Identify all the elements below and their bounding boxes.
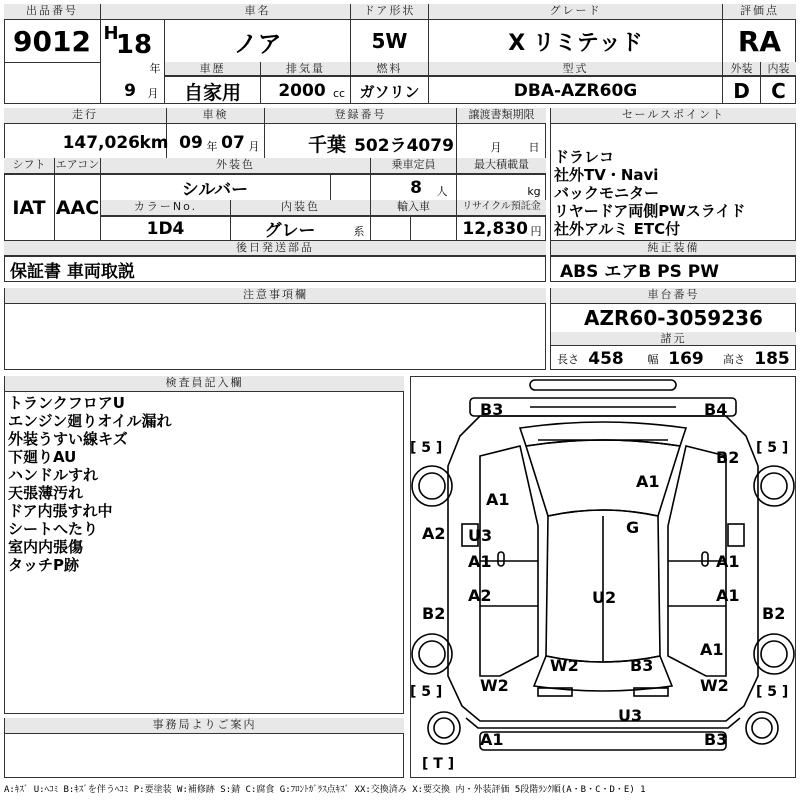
color-number: 1D4 — [146, 218, 185, 239]
mileage: 147,026 — [62, 133, 140, 153]
import-header: 輸入車 — [371, 200, 456, 216]
wheel-rr — [754, 634, 794, 674]
mileage-header: 走行 — [4, 108, 166, 124]
model-code-header: 型式 — [429, 62, 722, 76]
max-load-header: 最大積載量 — [457, 158, 546, 174]
genuine-equipment: ABS エアB PS PW — [560, 262, 719, 282]
damage-a1-right-rear: A1 — [700, 640, 724, 659]
reg-year: 18 — [115, 30, 153, 60]
sales-point-item: バックモニター — [554, 184, 660, 202]
chassis-header: 車台番号 — [551, 288, 796, 304]
sales-point-item: 社外TV・Navi — [554, 166, 659, 184]
inspector-note-item: 室内内張傷 — [8, 538, 84, 556]
vehicle-history: 自家用 — [183, 81, 241, 104]
chassis-number: AZR60-3059236 — [584, 306, 763, 330]
int-header: 内装 — [761, 62, 796, 76]
inspector-note-item: 天張薄汚れ — [8, 484, 84, 502]
height-label: 高さ — [723, 353, 745, 366]
genuine-header: 純正装備 — [551, 241, 796, 256]
office-header: 事務局よりご案内 — [5, 718, 404, 734]
damage-a2-left-side: A2 — [422, 524, 446, 543]
reg-month: 9 — [124, 81, 136, 101]
transfer-header: 譲渡書類期限 — [457, 108, 546, 124]
fuel-type: ガソリン — [359, 82, 420, 101]
inspector-note-item: エンジン廻りオイル漏れ — [8, 412, 172, 430]
inspector-note-item: タッチP跡 — [8, 556, 79, 574]
damage-a1-right-rear-door: A1 — [716, 586, 740, 605]
damage-a2-left-rear-door: A2 — [468, 586, 492, 605]
damage-w2-left-rear: W2 — [480, 676, 509, 695]
hood — [520, 422, 686, 446]
displacement-header: 排気量 — [261, 62, 350, 76]
spare-wheel — [428, 712, 460, 744]
recycle-unit: 円 — [530, 225, 542, 238]
history-header: 車歴 — [165, 62, 260, 76]
inspection-year: 09 — [179, 133, 203, 153]
score-header: 評価点 — [723, 4, 796, 20]
damage-u3-left-door: U3 — [468, 526, 493, 545]
damage-a1-right-door: A1 — [716, 552, 740, 571]
caution-header: 注意事項欄 — [5, 288, 546, 304]
era: H — [103, 22, 119, 44]
damage-u2-roof: U2 — [592, 588, 617, 607]
shift-header: シフト — [4, 158, 54, 174]
damage-w2-right-rear: W2 — [700, 676, 729, 695]
width-value: 169 — [668, 349, 704, 369]
inspector-note-item: 外装うすい線キズ — [8, 430, 128, 448]
wheel-rf — [754, 466, 794, 506]
door-header: ドア形状 — [351, 4, 428, 20]
capacity: 8 — [410, 177, 422, 198]
recycle-header: リサイクル預託金 — [457, 200, 546, 216]
month-unit: 月 — [147, 87, 159, 100]
damage-a1-rear-bumper-left: A1 — [480, 730, 504, 749]
inspector-note-item: ドア内張すれ中 — [8, 502, 113, 520]
car-diagram — [410, 376, 796, 778]
auction-score: RA — [737, 24, 782, 58]
inspector-notes-list — [8, 394, 398, 574]
right-mirror — [728, 524, 744, 546]
later-parts-header: 後日発送部品 — [4, 241, 546, 256]
transfer-month: 月 — [490, 141, 502, 154]
damage-u3-rear-bumper: U3 — [618, 706, 643, 725]
height-value: 185 — [754, 349, 790, 369]
exterior-score: D — [733, 79, 750, 103]
wheel-lr — [412, 634, 452, 674]
grade-header: グレード — [429, 4, 722, 20]
reg-no-header: 登録番号 — [265, 108, 456, 124]
damage-a1-hood: A1 — [636, 472, 660, 491]
door-type: 5W — [371, 29, 408, 53]
year-unit: 年 — [149, 62, 161, 75]
inspector-note-item: トランクフロアU — [8, 394, 125, 412]
km-unit: km — [139, 133, 169, 153]
damage-a1-left-fender: A1 — [486, 490, 510, 509]
damage-g-windshield: G — [626, 518, 640, 537]
inspection-header: 車検 — [167, 108, 264, 124]
lot-no-header: 出品番号 — [4, 4, 100, 20]
car-name: ノア — [233, 29, 282, 58]
sales-point-item: リヤードア両側PWスライド — [554, 202, 746, 220]
inspector-header: 検査員記入欄 — [5, 376, 404, 392]
lot-number: 9012 — [13, 24, 91, 58]
exterior-color: シルバー — [181, 180, 249, 200]
displacement: 2000 — [278, 81, 326, 101]
int-color-unit: 系 — [353, 225, 365, 238]
color-no-header: カラーNo. — [101, 200, 230, 216]
length-label: 長さ — [557, 353, 579, 366]
damage-b4-front-right: B4 — [704, 400, 728, 419]
grade: X リミテッド — [508, 30, 643, 56]
sales-point-item: ドラレコ — [554, 148, 615, 166]
spare-tire: [ T ] — [422, 756, 455, 772]
damage-b3-front-left: B3 — [480, 400, 504, 419]
damage-a1-left-door: A1 — [468, 552, 492, 571]
damage-b3-rear-bumper-right: B3 — [704, 730, 728, 749]
inspector-note-item: 下廻りAU — [8, 448, 77, 466]
int-color-header: 内装色 — [231, 200, 370, 216]
shift-type: IAT — [12, 197, 46, 219]
model-code: DBA-AZR60G — [513, 81, 638, 101]
load-unit: kg — [527, 184, 541, 198]
sales-point-header: セールスポイント — [551, 108, 796, 124]
wheel-lf — [412, 466, 452, 506]
capacity-header: 乗車定員 — [371, 158, 456, 174]
front-bumper-top — [530, 380, 676, 390]
rear-bumper — [480, 732, 726, 750]
tire-lf: [ 5 ] — [410, 440, 443, 456]
interior-color: グレー — [264, 221, 316, 241]
aircon-type: AAC — [55, 197, 100, 219]
length-value: 458 — [588, 349, 624, 369]
specs-header: 諸元 — [551, 332, 796, 346]
tire-rr: [ 5 ] — [756, 684, 789, 700]
car-name-header: 車名 — [165, 4, 350, 20]
interior-score: C — [771, 79, 786, 103]
damage-b2-left-quarter: B2 — [422, 604, 446, 623]
damage-w2-rear: W2 — [550, 656, 579, 675]
ext-color-header: 外装色 — [101, 158, 370, 174]
ext-header: 外装 — [723, 62, 760, 76]
damage-legend: A:ｷｽﾞ U:ﾍｺﾐ B:ｷｽﾞを伴うﾍｺﾐ P:要塗装 W:補修跡 S:錆 C:腐食 G:ﾌﾛﾝﾄｶﾞﾗｽ点ｷｽﾞ XX:交換済み X:要交換 内・外装評価 5段階ﾗﾝｸ順(A・B・C・D・E) 1 — [4, 785, 646, 795]
recycle-fee: 12,830 — [462, 218, 528, 239]
aircon-header: エアコン — [55, 158, 100, 174]
damage-b3-rear: B3 — [630, 656, 654, 675]
damage-b2-right-quarter: B2 — [762, 604, 786, 623]
inspection-month: 07 — [221, 133, 245, 153]
reg-number: 502ラ4079 — [354, 135, 454, 156]
insp-year-unit: 年 — [206, 140, 218, 153]
fuel-header: 燃料 — [351, 62, 428, 76]
inspector-note-item: ハンドルすれ — [8, 466, 99, 484]
sales-point-item: 社外アルミ ETC付 — [554, 220, 681, 238]
damage-b2-right-fender: B2 — [716, 448, 740, 467]
tire-lr: [ 5 ] — [410, 684, 443, 700]
insp-month-unit: 月 — [248, 140, 260, 153]
later-parts: 保証書 車両取説 — [10, 262, 135, 282]
width-label: 幅 — [647, 353, 659, 366]
capacity-unit: 人 — [436, 185, 448, 198]
tire-rf: [ 5 ] — [756, 440, 789, 456]
transfer-day: 日 — [528, 141, 540, 154]
reg-area: 千葉 — [307, 133, 346, 156]
cc-unit: cc — [332, 86, 346, 100]
sales-point-list — [554, 148, 794, 238]
inspector-note-item: シートへたり — [8, 520, 99, 538]
